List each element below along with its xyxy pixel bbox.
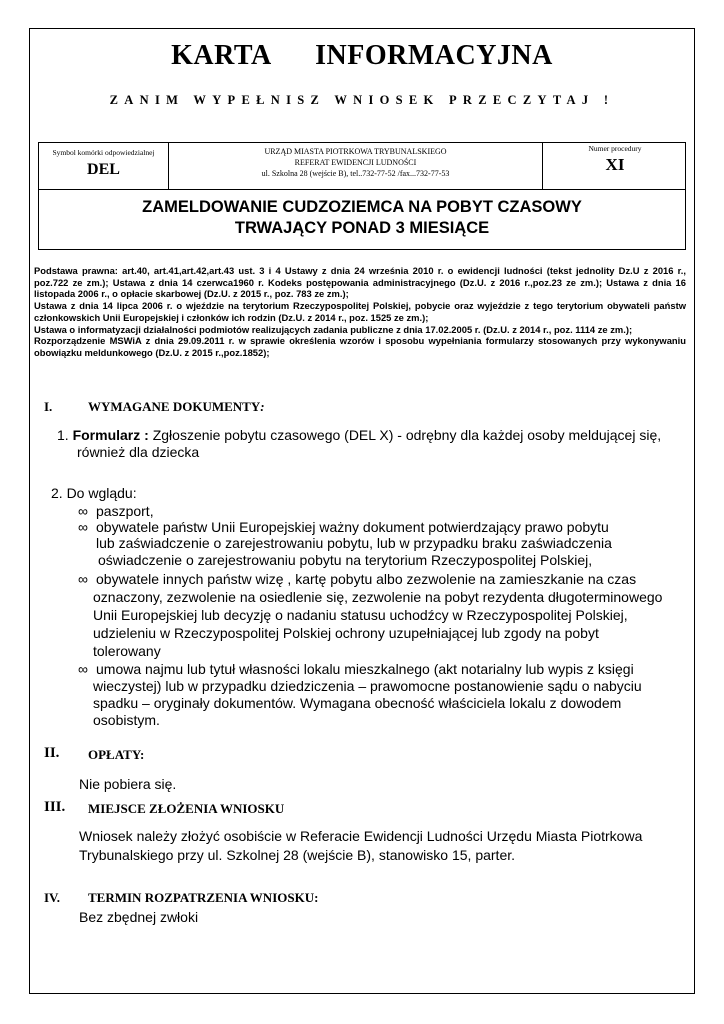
section-required-documents-heading: I. WYMAGANE DOKUMENTY: [44, 399, 265, 414]
procedure-info-box [38, 142, 686, 250]
legal-basis [34, 265, 686, 359]
legal-basis-paragraph: Ustawa o informatyzacji działalności podmiotów realizujących zadania publiczne z dnia 17.02.2005 r. (Dz.U. z 2014 r., poz. 1114 ze zm.); [34, 323, 633, 335]
list-item-cont: lub zaświadczenie o zarejestrowaniu pobytu, lub w przypadku braku zaświadczenia [96, 535, 612, 551]
documents-to-show-heading: 2. Do wglądu: [51, 485, 137, 501]
procedure-number-value: XI [605, 155, 625, 174]
office-contact: ul. Szkolna 28 (wejście B), tel..732-77-52 /fax...732-77-53 [261, 169, 450, 178]
fees-text: Nie pobiera się. [79, 776, 177, 792]
office-name: URZĄD MIASTA PIOTRKOWA TRYBUNALSKIEGO [264, 147, 447, 156]
office-department: REFERAT EWIDENCJI LUDNOŚCI [294, 158, 417, 167]
list-item: ∞ paszport, [78, 503, 154, 519]
list-item-cont: Unii Europejskiej lub decyzję o nadaniu statusu uchodźcy w Rzeczypospolitej Polskiej, [93, 607, 628, 623]
legal-basis-paragraph: Podstawa prawna: art.40, art.41,art.42,art.43 ust. 3 i 4 Ustawy z dnia 24 września 2010 r. o ewidencji ludności (tekst jednolity Dz.U z 2016 r., poz.722 ze zm.); Ustawa z dnia 14 czerwca1960 r. Kodeks postępowania administracyjnego (Dz.U. z 2016 r.,poz.23 ze zm.); Ustawa z dnia 16 listopada 2006 r., o opłacie skarbowej (Dz.U. z 2015 r., poz. 783 ze zm.); [34, 265, 686, 300]
list-item-cont: oświadczenie o zarejestrowaniu pobytu na terytorium Rzeczypospolitej Polskiej, [98, 552, 593, 568]
department-symbol-label: Symbol komórki odpowiedzialnej [52, 148, 155, 157]
procedure-title: ZAMELDOWANIE CUDZOZIEMCA NA POBYT CZASOWY TRWAJĄCY PONAD 3 MIESIĄCE [142, 198, 582, 237]
legal-basis-paragraph: Ustawa z dnia 14 lipca 2006 r. o wjeździe na terytorium Rzeczypospolitej Polskiej, pobycie oraz wyjeździe z tego terytorium obywateli państw członkowskich Unii Europejskiej i członków ich rodzin (Dz.U. z 2014 r., poz. 1525 ze zm.); [34, 300, 686, 323]
section-fees-heading: II. OPŁATY: [44, 745, 145, 762]
list-item: ∞ obywatele innych państw wizę , kartę pobytu albo zezwolenie na zamieszkanie na czas [78, 571, 637, 587]
list-item: ∞ umowa najmu lub tytuł własności lokalu mieszkalnego (akt notarialny lub wypis z księgi [78, 661, 634, 677]
list-item-cont: tolerowany [93, 643, 161, 659]
list-item-cont: wieczystej) lub w przypadku dziedziczenia – prawomocne postanowienie sądu o nabyciu [93, 678, 642, 694]
required-form-item-cont: również dla dziecka [77, 444, 200, 460]
list-item-cont: osobistym. [93, 712, 160, 728]
procedure-number-cell [543, 144, 687, 175]
required-form-item: 1. Formularz : Zgłoszenie pobytu czasowego (DEL X) - odrębny dla każdej osoby meldującej się, [57, 427, 662, 443]
submission-place-text: Wniosek należy złożyć osobiście w Referacie Ewidencji Ludności Urzędu Miasta Piotrkowa [79, 828, 643, 844]
list-item-cont: spadku – oryginały dokumentów. Wymagana obecność właściciela lokalu z dowodem [93, 695, 622, 711]
submission-place-text-cont: Trybunalskiego przy ul. Szkolnej 28 (wejście B), stanowisko 15, parter. [79, 847, 516, 863]
section-submission-place-heading: III. MIEJSCE ZŁOŻENIA WNIOSKU [44, 799, 285, 816]
office-address-cell [169, 146, 542, 179]
infinity-bullet-icon: ∞ [78, 519, 88, 535]
infinity-bullet-icon: ∞ [78, 571, 88, 587]
list-item: ∞ obywatele państw Unii Europejskiej ważny dokument potwierdzający prawo pobytu [78, 519, 609, 535]
section-processing-time-heading: IV. TERMIN ROZPATRZENIA WNIOSKU: [44, 890, 319, 905]
legal-basis-paragraph: Rozporządzenie MSWiA z dnia 29.09.2011 r. w sprawie określenia wzorów i sposobu wypełniania formularzy stosowanych przy wykonywaniu obowiązku meldunkowego (Dz.U. z 2015 r.,poz.1852); [34, 335, 686, 358]
processing-time-text: Bez zbędnej zwłoki [79, 909, 199, 925]
list-item-cont: udzieleniu w Rzeczypospolitej Polskiej ochrony uzupełniającej lub zgody na pobyt [93, 625, 599, 641]
page-subtitle: ZANIM WYPEŁNISZ WNIOSEK PRZECZYTAJ ! [109, 93, 615, 107]
page-title: KARTA INFORMACYJNA [171, 40, 553, 71]
department-symbol-cell [39, 148, 168, 179]
infinity-bullet-icon: ∞ [78, 503, 88, 519]
department-symbol-value: DEL [87, 161, 120, 178]
list-item-cont: oznaczony, zezwolenie na osiedlenie się, zezwolenie na pobyt rezydenta długoterminowego [93, 589, 663, 605]
infinity-bullet-icon: ∞ [78, 661, 88, 677]
procedure-number-label: Numer procedury [588, 144, 642, 153]
